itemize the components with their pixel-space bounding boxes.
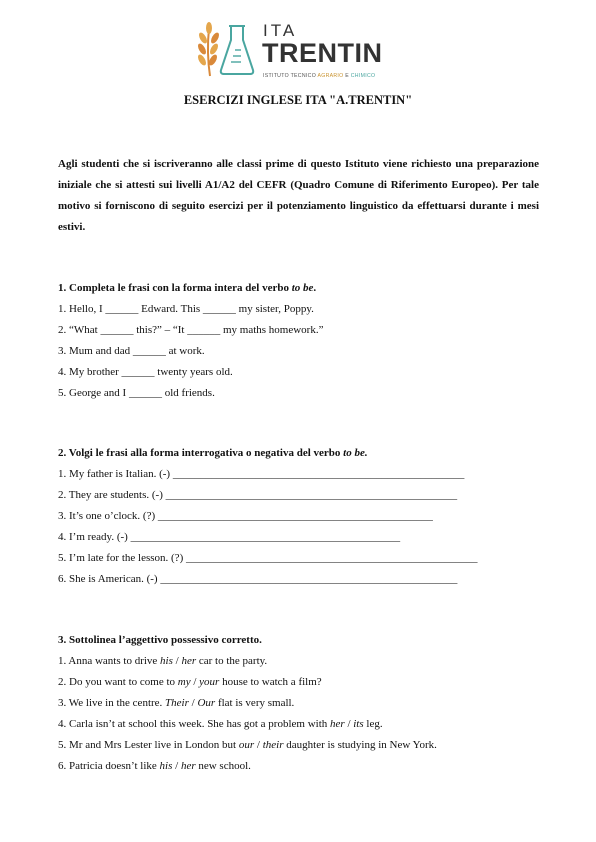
option-a[interactable]: Their [165,697,189,709]
exercise-3-item: 4. Carla isn’t at school this week. She has got a problem with her / its leg. [58,718,383,730]
option-b[interactable]: their [262,739,284,751]
exercise-2-item: 6. She is American. (-) ______________________________________________________ [58,569,538,590]
answer-blank[interactable]: __________________________________________________ [157,510,433,522]
exercise-2 [58,443,538,590]
option-b[interactable]: its [353,718,364,730]
exercise-3-title: 3. Sottolinea l’aggettivo possessivo corretto. [58,634,262,646]
exercise-2-item: 5. I’m late for the lesson. (?) _____________________________________________________ [58,548,538,569]
exercise-1-item: 4. My brother ______ twenty years old. [58,366,233,378]
wheat-and-flask-icon [190,18,258,78]
answer-blank[interactable]: ______________________________________________________ [160,573,458,585]
exercise-1-item: 3. Mum and dad ______ at work. [58,345,205,357]
option-a[interactable]: our [238,739,255,751]
logo-subtitle: ISTITUTO TECNICO AGRARIO E CHIMICO [263,73,376,79]
exercise-2-title: 2. Volgi le frasi alla forma interrogativa o negativa del verbo to be. [58,447,368,459]
logo-ita-text: ITA [263,21,298,40]
school-logo [190,18,395,80]
exercise-2-item: 3. It’s one o’clock. (?) __________________________________________________ [58,506,538,527]
exercise-2-item: 2. They are students. (-) _____________________________________________________ [58,485,538,506]
exercise-2-item: 1. My father is Italian. (-) _____________________________________________________ [58,464,538,485]
exercise-3-item: 1. Anna wants to drive his / her car to the party. [58,655,268,667]
exercise-1-item: 5. George and I ______ old friends. [58,387,215,399]
answer-blank[interactable]: _____________________________________________________ [165,489,458,501]
option-b[interactable]: her [181,655,197,667]
option-b[interactable]: Our [197,697,216,709]
exercise-1 [58,278,538,404]
intro-paragraph: Agli studenti che si iscriveranno alle classi prime di questo Istituto viene richiesto una preparazione iniziale che si attesti sui livelli A1/A2 del CEFR (Quadro Comune di Riferimento Europeo). Per tale motivo si forniscono di seguito esercizi per il potenziamento linguistico da effettuarsi durante i mesi estivi. [58,158,539,233]
option-a[interactable]: his [159,760,173,772]
page-title: ESERCIZI INGLESE ITA "A.TRENTIN" [183,93,413,107]
answer-blank[interactable]: _____________________________________________________ [185,552,478,564]
exercise-1-item: 2. “What ______ this?” – “It ______ my maths homework.” [58,324,324,336]
exercise-3-item: 6. Patricia doesn’t like his / her new school. [58,760,251,772]
logo-trentin-text: TRENTIN [262,38,383,68]
exercise-3-item: 3. We live in the centre. Their / Our flat is very small. [58,697,295,709]
option-a[interactable]: her [330,718,345,730]
exercise-2-item: 4. I’m ready. (-) _________________________________________________ [58,527,538,548]
exercise-3-item: 2. Do you want to come to my / your house to watch a film? [58,676,322,688]
option-a[interactable]: his [160,655,173,667]
option-a[interactable]: my [177,676,191,688]
exercise-1-title: 1. Completa le frasi con la forma intera del verbo to be. [58,282,317,294]
exercise-1-item: 1. Hello, I ______ Edward. This ______ my sister, Poppy. [58,303,314,315]
exercise-3 [58,630,538,777]
option-b[interactable]: your [199,676,220,688]
option-b[interactable]: her [180,760,196,772]
answer-blank[interactable]: _________________________________________________ [130,531,401,543]
exercise-3-item: 5. Mr and Mrs Lester live in London but our / their daughter is studying in New York. [58,739,437,751]
answer-blank[interactable]: _____________________________________________________ [172,468,465,480]
